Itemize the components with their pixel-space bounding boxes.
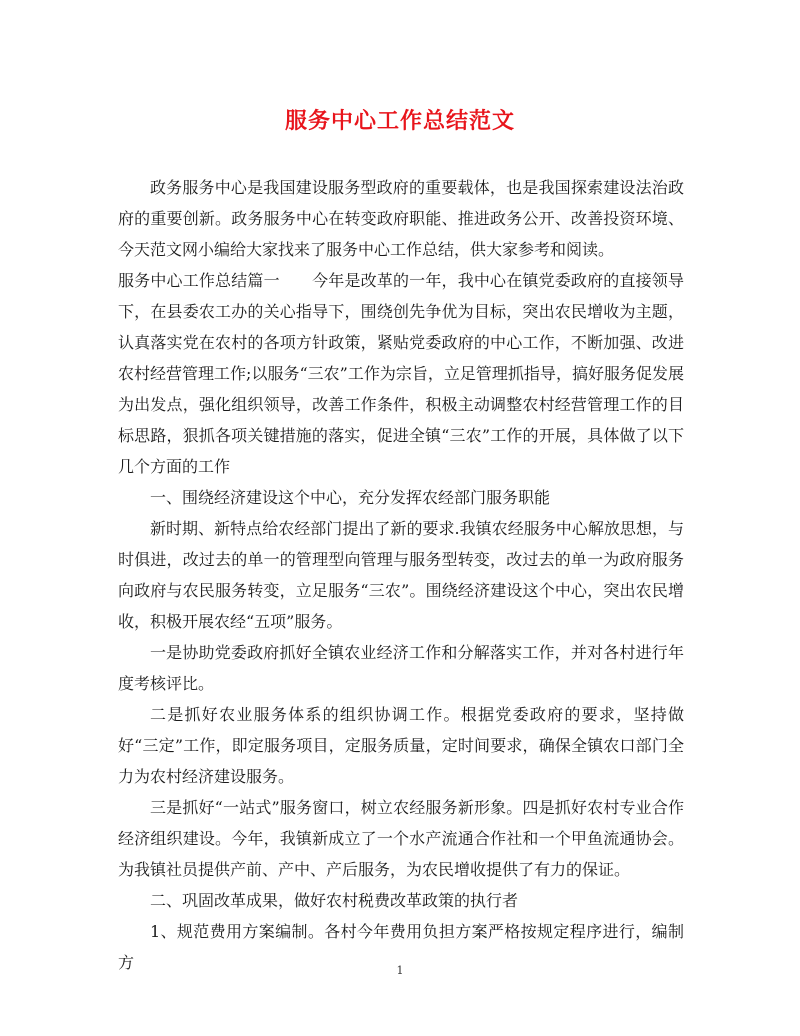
- paragraph-item-one: 一是协助党委政府抓好全镇农业经济工作和分解落实工作，并对各村进行年度考核评比。: [118, 643, 684, 693]
- document-body: [118, 172, 684, 978]
- paragraph-new-period: 新时期、新特点给农经部门提出了新的要求.我镇农经服务中心解放思想，与时俱进，改过去的单一的管理型向管理与服务型转变，改过去的单一为政府服务向政府与农民服务转变，立足服务“三农”。围绕经济建设这个中心，突出农民增收，积极开展农经“五项”服务。: [118, 519, 684, 631]
- paragraph-intro: 政务服务中心是我国建设服务型政府的重要载体，也是我国探索建设法治政府的重要创新。政务服务中心在转变政府职能、推进政务公开、改善投资环境、今天范文网小编给大家找来了服务中心工作总结，供大家参考和阅读。: [118, 178, 684, 259]
- section-heading-1: 一、围绕经济建设这个中心，充分发挥农经部门服务职能: [150, 488, 551, 507]
- page-number: 1: [396, 964, 404, 977]
- section-heading-2: 二、巩固改革成果，做好农村税费改革政策的执行者: [150, 891, 519, 910]
- paragraph-summary-part1: 服务中心工作总结篇一 今年是改革的一年，我中心在镇党委政府的直接领导下，在县委农工办的关心指导下，围绕创先争优为目标，突出农民增收为主题，认真落实党在农村的各项方针政策，紧贴党委政府的中心工作，不断加强、改进农村经营管理工作;以服务“三农”工作为宗旨，立足管理抓指导，搞好服务促发展为出发点，强化组织领导，改善工作条件，积极主动调整农村经营管理工作的目标思路，狠抓各项关键措施的落实，促进全镇“三农”工作的开展，具体做了以下几个方面的工作: [118, 271, 684, 476]
- document-title: 服务中心工作总结范文: [284, 108, 515, 134]
- paragraph-item-three: 三是抓好“一站式”服务窗口，树立农经服务新形象。四是抓好农村专业合作经济组织建设。今年，我镇新成立了一个水产流通合作社和一个甲鱼流通协会。为我镇社员提供产前、产中、产后服务，为农民增收提供了有力的保证。: [118, 798, 684, 879]
- paragraph-item-two: 二是抓好农业服务体系的组织协调工作。根据党委政府的要求，坚持做好“三定”工作，即定服务项目，定服务质量，定时间要求，确保全镇农口部门全力为农村经济建设服务。: [118, 705, 684, 786]
- paragraph-fee-plan: 1、规范费用方案编制。各村今年费用负担方案严格按规定程序进行，编制方: [118, 922, 684, 972]
